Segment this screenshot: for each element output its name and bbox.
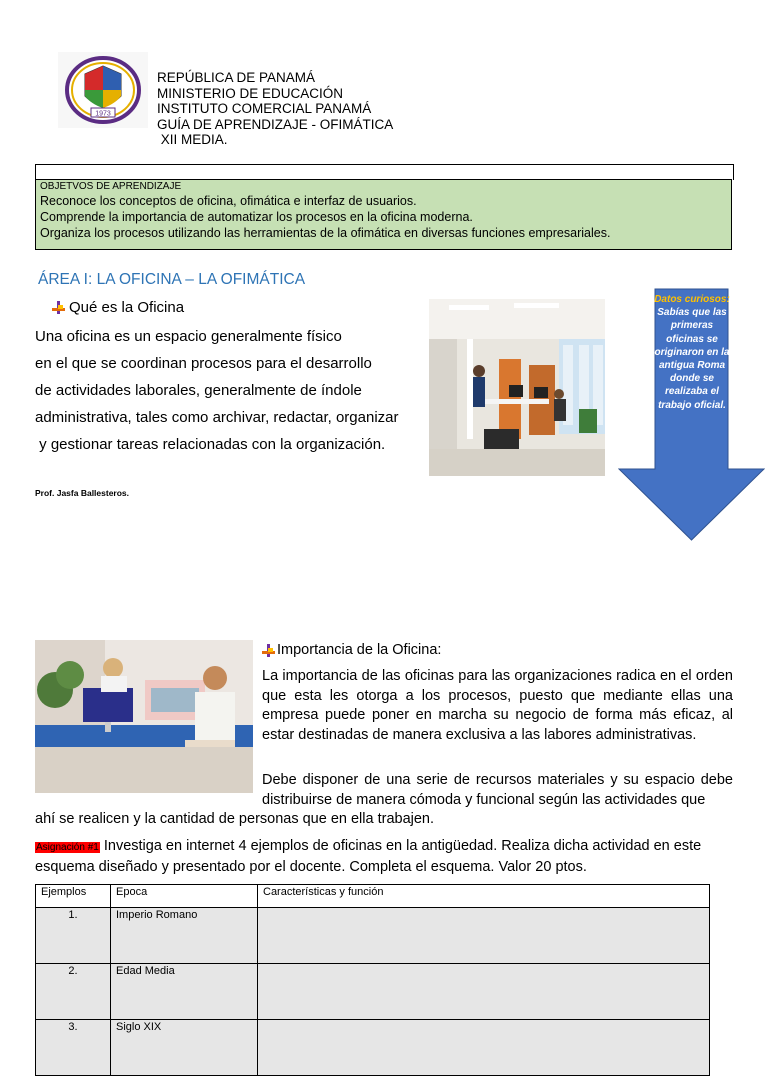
row-description-cell[interactable]	[258, 964, 710, 1020]
column-header-epoca: Epoca	[111, 885, 258, 908]
row-number: 3.	[36, 1020, 111, 1076]
row-epoca: Imperio Romano	[111, 908, 258, 964]
row-description-cell[interactable]	[258, 1020, 710, 1076]
importance-heading-text: Importancia de la Oficina:	[277, 642, 442, 658]
table-row	[36, 908, 710, 964]
assignment-tag: Asignación #1	[36, 842, 99, 853]
column-header-ejemplos: Ejemplos	[36, 885, 111, 908]
objective-item: Comprende la importancia de automatizar los procesos en la oficina moderna.	[40, 210, 473, 224]
importance-paragraph-2: Debe disponer de una serie de recursos materiales y su espacio debe distribuirse de manera cómoda y funcional según las actividades que	[262, 772, 733, 808]
bullet-icon	[262, 644, 275, 657]
bullet-icon	[52, 301, 65, 314]
row-epoca: Edad Media	[111, 964, 258, 1020]
svg-text:1973: 1973	[95, 110, 111, 118]
header-line-guide: GUÍA DE APRENDIZAJE - OFIMÁTICA	[157, 116, 394, 132]
paragraph-line: de actividades laborales, generalmente de índole	[35, 382, 362, 399]
row-epoca: Siglo XIX	[111, 1020, 258, 1076]
importance-paragraph-2-end: ahí se realicen y la cantidad de personas que en ella trabajen.	[35, 811, 435, 827]
school-logo	[58, 52, 148, 128]
modern-office-photo	[429, 299, 605, 476]
oficina-subheading	[52, 299, 184, 316]
callout-text	[654, 293, 730, 412]
assignment-table	[35, 884, 710, 1076]
header-line-country: REPÚBLICA DE PANAMÁ	[157, 70, 316, 85]
importance-heading	[262, 642, 441, 658]
assignment-instructions	[35, 837, 735, 877]
paragraph-line: administrativa, tales como archivar, redactar, organizar	[35, 409, 399, 426]
header-block	[157, 70, 393, 148]
importance-paragraph-1: La importancia de las oficinas para las organizaciones radica en el orden que esta les otorga a los procesos, puesto que mediante ellas una empresa puede poner en marcha su negocio de forma más eficaz, al estar destinadas de manera exclusiva a las labores administrativas.	[262, 668, 733, 743]
objectives-title: OBJETVOS DE APRENDIZAJE	[40, 181, 182, 192]
office-workers-photo	[35, 640, 253, 793]
paragraph-line: Una oficina es un espacio generalmente físico	[35, 328, 342, 345]
assignment-text: Investiga en internet 4 ejemplos de oficinas en la antigüedad. Realiza dicha actividad en este esquema diseñado y presentado por el docente. Completa el esquema. Valor 20 ptos.	[35, 838, 702, 875]
oficina-subheading-text: Qué es la Oficina	[69, 299, 185, 316]
area-title: ÁREA I: LA OFICINA – LA OFIMÁTICA	[38, 271, 306, 288]
table-header-row	[36, 885, 710, 908]
objectives-box	[35, 179, 732, 250]
oficina-paragraph	[35, 323, 399, 458]
column-header-caracteristicas: Características y función	[258, 885, 710, 908]
header-line-ministry: MINISTERIO DE EDUCACIÓN	[157, 85, 344, 101]
paragraph-line: y gestionar tareas relacionadas con la organización.	[35, 436, 386, 453]
author-credit: Prof. Jasfa Ballesteros.	[35, 488, 130, 498]
row-number: 1.	[36, 908, 111, 964]
callout-lead: Datos curiosos:	[654, 294, 730, 305]
objectives-top-row	[35, 164, 734, 180]
objective-item: Reconoce los conceptos de oficina, ofimática e interfaz de usuarios.	[40, 194, 417, 208]
paragraph-line: en el que se coordinan procesos para el desarrollo	[35, 355, 372, 372]
row-number: 2.	[36, 964, 111, 1020]
row-description-cell[interactable]	[258, 908, 710, 964]
callout-body: Sabías que las primeras oficinas se originaron en la antigua Roma donde se realizaba el trabajo oficial.	[654, 307, 730, 411]
table-row	[36, 964, 710, 1020]
header-line-institute: INSTITUTO COMERCIAL PANAMÁ	[157, 101, 372, 116]
header-line-level: XII MEDIA.	[157, 132, 228, 147]
table-row	[36, 1020, 710, 1076]
objective-item: Organiza los procesos utilizando las herramientas de la ofimática en diversas funciones empresariales.	[40, 226, 611, 240]
